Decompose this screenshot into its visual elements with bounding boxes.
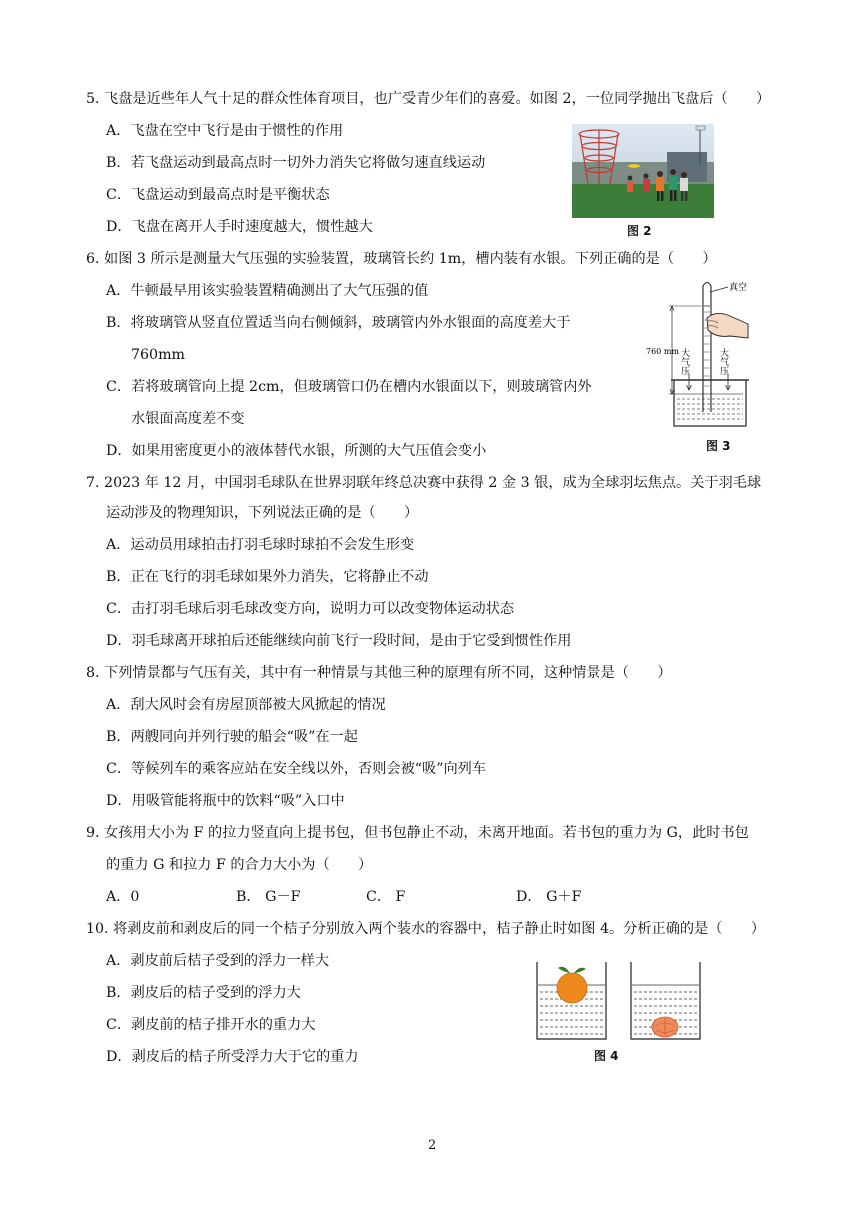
q9-option-d: D． G＋F [516,889,582,905]
q5-option-c: C．飞盘运动到最高点时是平衡状态 [106,187,330,203]
q10-option-a: A．剥皮前后桔子受到的浮力一样大 [106,953,330,969]
q7-stem-line-2: 运动涉及的物理知识，下列说法正确的是（ ） [106,505,419,521]
q8-stem: 8. 下列情景都与气压有关，其中有一种情景与其他三种的原理有所不同，这种情景是（ ） [86,665,672,681]
height-label: 760 mm [646,347,679,356]
q9-stem-line-1: 9. 女孩用大小为 F 的拉力竖直向上提书包，但书包静止不动，未离开地面。若书包的重力为 G，此时书包 [86,825,749,841]
figure-3-caption: 图 3 [706,439,731,453]
q6-option-c: C．若将玻璃管向上提 2cm，但玻璃管口仍在槽内水银面以下，则玻璃管内外 [106,379,592,395]
q7-option-a: A．运动员用球拍击打羽毛球时球拍不会发生形变 [106,537,415,553]
q7-option-d: D．羽毛球离开球拍后还能继续向前飞行一段时间，是由于它受到惯性作用 [106,633,572,649]
figure-2-caption: 图 2 [627,224,652,238]
figure-4-caption: 图 4 [594,1049,619,1063]
q9-options-row [106,887,646,907]
q6-option-a: A．牛顿最早用该实验装置精确测出了大气压强的值 [106,283,429,299]
q7-option-b: B．正在飞行的羽毛球如果外力消失，它将静止不动 [106,569,429,585]
q7-option-c: C．击打羽毛球后羽毛球改变方向，说明力可以改变物体运动状态 [106,601,515,617]
q10-option-d: D．剥皮后的桔子所受浮力大于它的重力 [106,1049,359,1065]
q10-stem: 10. 将剥皮前和剥皮后的同一个桔子分别放入两个装水的容器中，桔子静止时如图 4。分析正确的是（ ） [86,921,766,937]
q9-option-b: B． G－F [236,889,301,905]
q6-option-c-continued: 水银面高度差不变 [131,411,245,427]
q8-option-c: C．等候列车的乘客应站在安全线以外，否则会被“吸”向列车 [106,761,487,777]
page-number: 2 [428,1138,437,1153]
q10-option-c: C．剥皮前的桔子排开水的重力大 [106,1017,316,1033]
q8-option-a: A．刮大风时会有房屋顶部被大风掀起的情况 [106,697,386,713]
q6-option-d: D．如果用密度更小的液体替代水银，所测的大气压值会变小 [106,443,487,459]
q7-stem-line-1: 7. 2023 年 12 月，中国羽毛球队在世界羽联年终总决赛中获得 2 金 3 银，成为全球羽坛焦点。关于羽毛球 [86,475,762,491]
q5-option-b: B．若飞盘运动到最高点时一切外力消失它将做匀速直线运动 [106,155,486,171]
q5-stem: 5. 飞盘是近些年人气十足的群众性体育项目，也广受青少年们的喜爱。如图 2，一位同学抛出飞盘后（ ） [86,91,771,107]
pressure-right-label: 大气压 [718,348,728,375]
q10-option-b: B．剥皮后的桔子受到的浮力大 [106,985,301,1001]
q8-option-b: B．两艘同向并列行驶的船会“吸”在一起 [106,729,358,745]
q8-option-d: D．用吸管能将瓶中的饮料“吸”入口中 [106,793,345,809]
torricelli-apparatus-diagram [644,276,774,432]
q9-option-a: A．0 [106,889,140,905]
q6-option-b: B．将玻璃管从竖直位置适当向右侧倾斜，玻璃管内外水银面的高度差大于 [106,315,571,331]
unpeeled-tangerine [557,973,587,1003]
q9-option-c: C． F [366,889,406,905]
q6-option-b-continued: 760mm [131,347,185,363]
vacuum-label: 真空 [729,283,748,293]
tangerine-containers-diagram [534,960,706,1042]
frisbee-photo [572,124,714,218]
q5-option-d: D．飞盘在离开人手时速度越大，惯性越大 [106,219,373,235]
q6-stem: 6. 如图 3 所示是测量大气压强的实验装置，玻璃管长约 1m，槽内装有水银。下列正确的是（ ） [86,251,717,267]
q5-option-a: A．飞盘在空中飞行是由于惯性的作用 [106,123,344,139]
q9-stem-line-2: 的重力 G 和拉力 F 的合力大小为（ ） [106,857,373,873]
pressure-left-label: 大气压 [679,348,689,375]
